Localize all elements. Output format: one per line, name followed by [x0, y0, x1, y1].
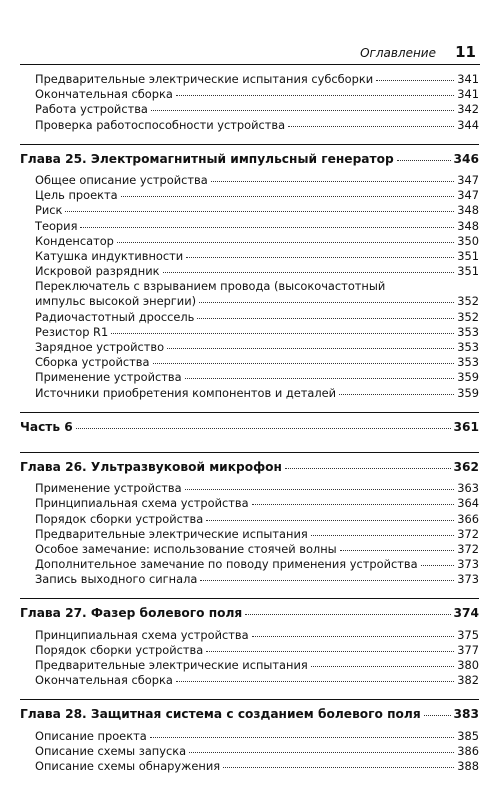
- toc-entry: [20, 542, 479, 557]
- entry-page-number: 372: [457, 541, 479, 556]
- dot-leader: [311, 535, 455, 536]
- dot-leader: [163, 272, 455, 273]
- dot-leader: [76, 428, 451, 429]
- dot-leader: [340, 550, 455, 551]
- dot-leader: [397, 160, 451, 161]
- toc-entry: [20, 188, 479, 203]
- dot-leader: [153, 363, 455, 364]
- entry-title: Глава 26. Ультразвуковой микрофон: [20, 459, 282, 474]
- entry-page-number: 363: [457, 481, 479, 496]
- entry-title: Предварительные электрические испытания субсборки: [35, 72, 374, 86]
- toc-entry: [20, 102, 479, 117]
- entry-page-number: 350: [457, 233, 479, 248]
- toc-entry: [20, 496, 479, 511]
- entry-page-number: 351: [457, 248, 479, 263]
- dot-leader: [176, 95, 454, 96]
- dot-leader: [80, 227, 454, 228]
- entry-title: Катушка индуктивности: [35, 248, 184, 263]
- entry-title: Принципиальная схема устройства: [35, 627, 249, 642]
- toc-entry: [20, 173, 479, 188]
- entry-page-number: 347: [457, 172, 479, 187]
- dot-leader: [206, 520, 454, 521]
- entry-title: Предварительные электрические испытания: [35, 526, 308, 541]
- dot-leader: [424, 715, 451, 716]
- entry-title: Дополнительное замечание по поводу применения устройства: [35, 557, 418, 572]
- toc-entry: [20, 310, 479, 325]
- entry-page-number: 341: [457, 72, 479, 86]
- toc-entry: [20, 512, 479, 527]
- toc-chapter-entry: [20, 707, 479, 722]
- dot-leader: [288, 126, 454, 127]
- entry-title: Глава 27. Фазер болевого поля: [20, 606, 243, 621]
- dot-leader: [65, 211, 454, 212]
- toc-entry: [20, 481, 479, 496]
- entry-title: Переключатель с взрыванием провода (высокочастотный: [35, 279, 386, 294]
- entry-page-number: 344: [457, 117, 479, 132]
- entry-title: Сборка устройства: [35, 355, 150, 370]
- dot-leader: [185, 378, 455, 379]
- entry-title: Источники приобретения компонентов и деталей: [35, 385, 337, 400]
- entry-page-number: 352: [457, 294, 479, 309]
- toc-entry: [20, 386, 479, 401]
- entry-title: Работа устройства: [35, 102, 148, 117]
- table-of-contents: [20, 72, 479, 774]
- dot-leader: [176, 681, 454, 682]
- toc-entry: [20, 744, 479, 759]
- toc-entry: [20, 279, 479, 294]
- section-gap: [20, 441, 479, 452]
- entry-title: Зарядное устройство: [35, 340, 165, 354]
- entry-title: Порядок сборки устройства: [35, 511, 204, 526]
- entry-page-number: 372: [457, 526, 479, 541]
- entry-page-number: 383: [453, 707, 479, 722]
- header-title: Оглавление: [360, 46, 436, 60]
- entry-title: Применение устройства: [35, 370, 182, 385]
- running-header: [20, 40, 480, 65]
- toc-entry: [20, 325, 479, 340]
- entry-title: Радиочастотный дроссель: [35, 309, 195, 324]
- entry-page-number: 353: [457, 324, 479, 339]
- dot-leader: [186, 257, 454, 258]
- entry-title: Общее описание устройства: [35, 172, 208, 187]
- toc-entry: [20, 759, 479, 774]
- entry-title: Запись выходного сигнала: [35, 572, 198, 587]
- toc-entry: [20, 729, 479, 744]
- entry-page-number: 352: [457, 309, 479, 324]
- toc-entry: [20, 264, 479, 279]
- dot-leader: [111, 333, 454, 334]
- header-page-number: 11: [455, 43, 476, 61]
- section-divider: [20, 699, 479, 700]
- entry-title: Порядок сборки устройства: [35, 642, 204, 657]
- entry-page-number: 385: [457, 728, 479, 743]
- entry-page-number: 361: [453, 419, 479, 434]
- entry-title: Окончательная сборка: [35, 87, 173, 102]
- toc-entry: [20, 87, 479, 102]
- entry-title: Конденсатор: [35, 233, 114, 248]
- entry-title: Проверка работоспособности устройства: [35, 117, 286, 132]
- entry-title: Описание схемы обнаружения: [35, 758, 221, 773]
- entry-title: Применение устройства: [35, 481, 182, 496]
- section-divider: [20, 598, 479, 599]
- entry-title: Цель проекта: [35, 188, 118, 203]
- entry-page-number: 348: [457, 218, 479, 233]
- dot-leader: [150, 737, 455, 738]
- toc-entry: [20, 527, 479, 542]
- entry-page-number: 359: [457, 370, 479, 385]
- toc-entry: [20, 219, 479, 234]
- dot-leader: [245, 614, 450, 615]
- entry-title: Описание проекта: [35, 728, 147, 743]
- entry-page-number: 364: [457, 496, 479, 511]
- dot-leader: [189, 752, 454, 753]
- toc-entry: [20, 249, 479, 264]
- toc-entry: [20, 294, 479, 309]
- entry-title: Глава 25. Электромагнитный импульсный генератор: [20, 151, 394, 166]
- toc-chapter-entry: [20, 152, 479, 167]
- toc-entry: [20, 355, 479, 370]
- entry-title: импульс высокой энергии): [35, 294, 197, 309]
- entry-page-number: 353: [457, 340, 479, 354]
- toc-entry: [20, 118, 479, 133]
- entry-title: Глава 28. Защитная система с созданием болевого поля: [20, 707, 421, 722]
- section-gap: [20, 688, 479, 699]
- dot-leader: [285, 468, 451, 469]
- entry-title: Предварительные электрические испытания: [35, 658, 308, 672]
- dot-leader: [206, 651, 454, 652]
- entry-title: Окончательная сборка: [35, 673, 173, 688]
- section-gap: [20, 401, 479, 412]
- dot-leader: [185, 489, 455, 490]
- section-divider: [20, 452, 479, 453]
- toc-entry: [20, 658, 479, 673]
- entry-page-number: 359: [457, 385, 479, 400]
- section-gap: [20, 587, 479, 598]
- entry-page-number: 353: [457, 355, 479, 370]
- section-gap: [20, 133, 479, 144]
- dot-leader: [151, 110, 454, 111]
- dot-leader: [121, 196, 455, 197]
- dot-leader: [211, 181, 455, 182]
- entry-page-number: 346: [453, 151, 479, 166]
- toc-entry: [20, 234, 479, 249]
- entry-page-number: 341: [457, 87, 479, 102]
- toc-entry: [20, 643, 479, 658]
- dot-leader: [200, 580, 454, 581]
- entry-page-number: 374: [453, 606, 479, 621]
- entry-page-number: 362: [453, 459, 479, 474]
- toc-entry: [20, 628, 479, 643]
- dot-leader: [252, 504, 455, 505]
- dot-leader: [252, 636, 455, 637]
- entry-title: Риск: [35, 203, 63, 218]
- entry-page-number: 373: [457, 572, 479, 587]
- toc-entry: [20, 340, 479, 355]
- entry-page-number: 351: [457, 264, 479, 279]
- dot-leader: [197, 318, 454, 319]
- dot-leader: [167, 348, 454, 349]
- entry-title: Принципиальная схема устройства: [35, 496, 249, 511]
- section-divider: [20, 412, 479, 413]
- toc-chapter-entry: [20, 460, 479, 475]
- toc-entry: [20, 72, 479, 87]
- entry-page-number: 342: [457, 102, 479, 117]
- entry-page-number: 377: [457, 642, 479, 657]
- dot-leader: [223, 767, 454, 768]
- toc-chapter-entry: [20, 420, 479, 435]
- dot-leader: [311, 666, 455, 667]
- section-divider: [20, 144, 479, 145]
- dot-leader: [199, 302, 454, 303]
- entry-page-number: 380: [457, 658, 479, 672]
- entry-page-number: 366: [457, 511, 479, 526]
- entry-title: Особое замечание: использование стоячей волны: [35, 541, 337, 556]
- entry-page-number: 388: [457, 758, 479, 773]
- toc-entry: [20, 370, 479, 385]
- entry-title: Искровой разрядник: [35, 264, 160, 279]
- toc-entry: [20, 203, 479, 218]
- dot-leader: [376, 80, 454, 81]
- entry-page-number: 386: [457, 743, 479, 758]
- entry-title: Часть 6: [20, 419, 73, 434]
- entry-title: Теория: [35, 218, 78, 233]
- entry-title: Резистор R1: [35, 324, 109, 339]
- dot-leader: [421, 565, 455, 566]
- entry-title: Описание схемы запуска: [35, 743, 187, 758]
- dot-leader: [339, 394, 454, 395]
- dot-leader: [117, 242, 454, 243]
- entry-page-number: 348: [457, 203, 479, 218]
- toc-chapter-entry: [20, 606, 479, 621]
- entry-page-number: 347: [457, 188, 479, 203]
- entry-page-number: 382: [457, 673, 479, 688]
- toc-entry: [20, 557, 479, 572]
- toc-entry: [20, 572, 479, 587]
- toc-entry: [20, 673, 479, 688]
- entry-page-number: 373: [457, 557, 479, 572]
- entry-page-number: 375: [457, 627, 479, 642]
